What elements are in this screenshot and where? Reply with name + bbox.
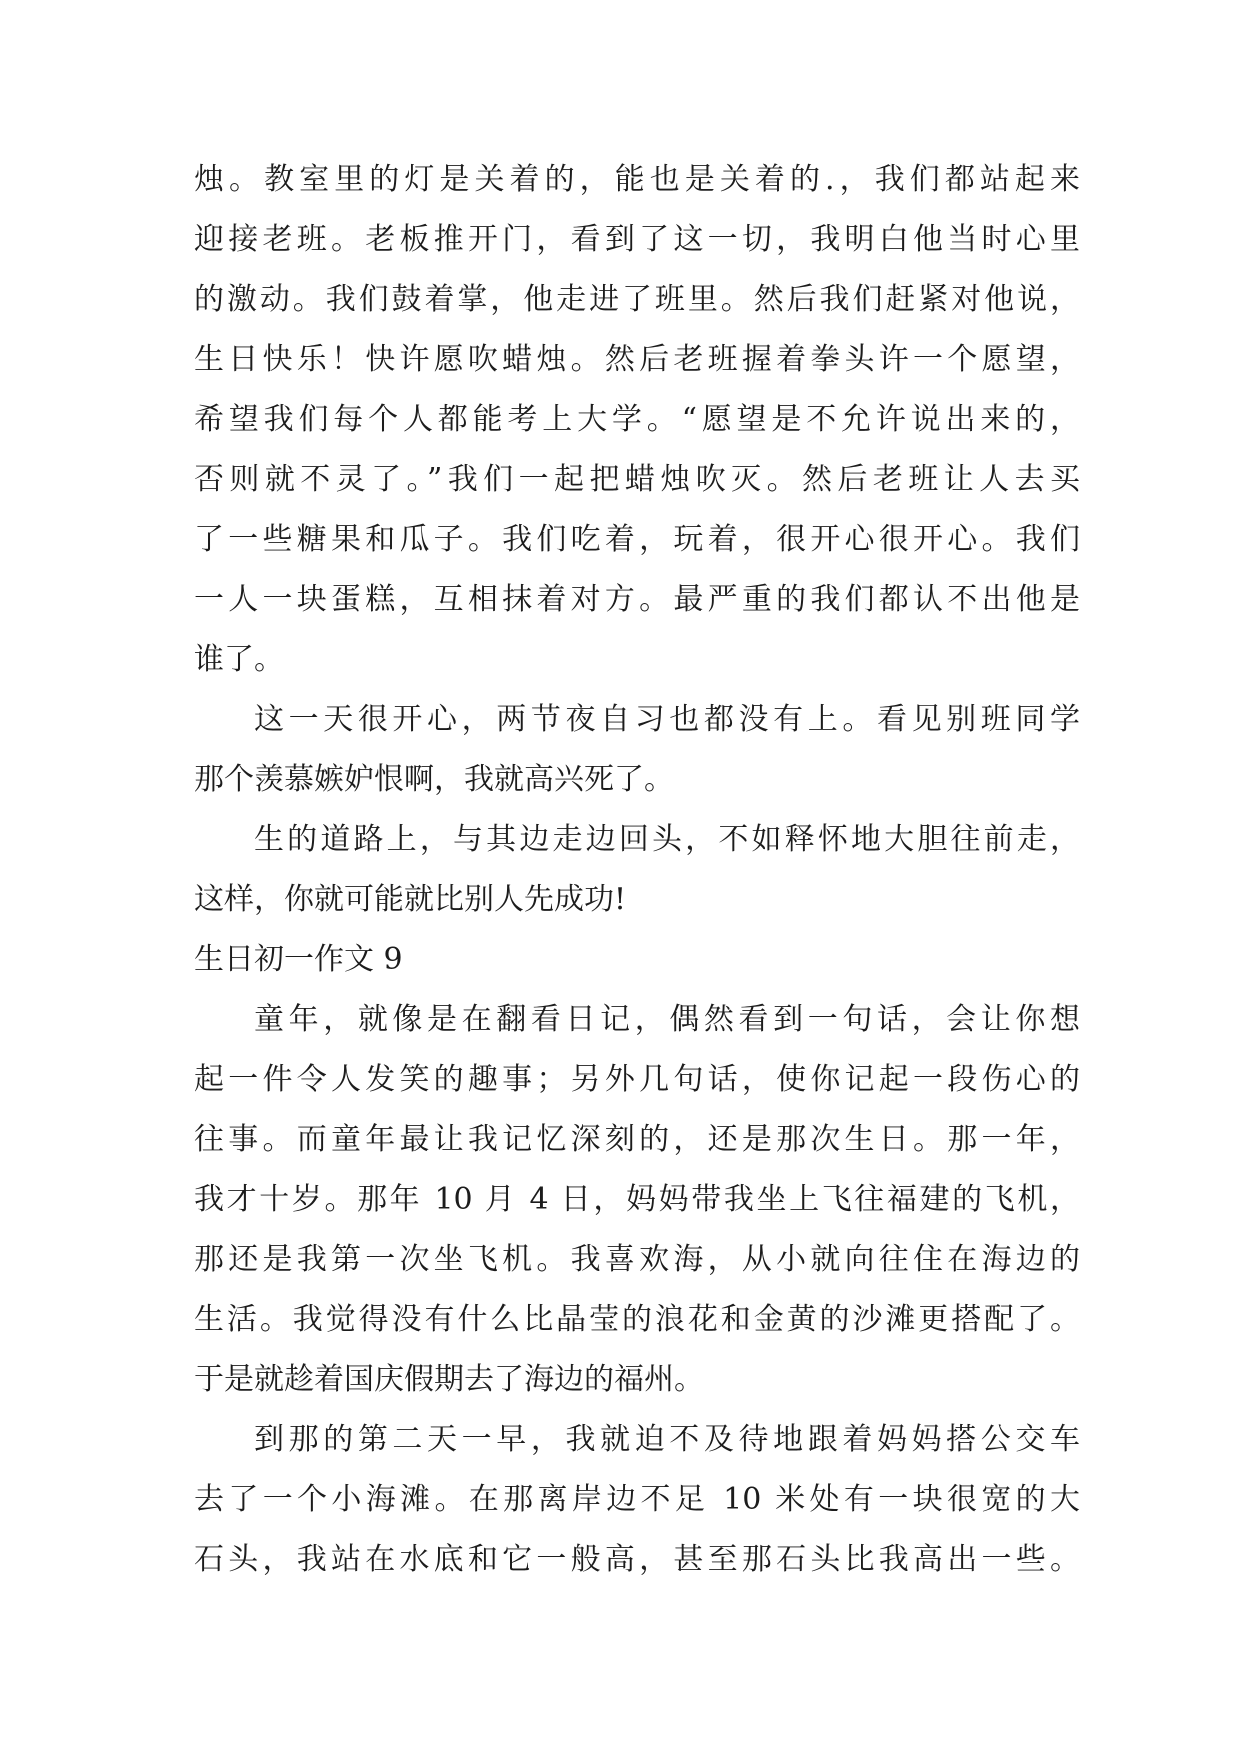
text-line: 于是就趁着国庆假期去了海边的福州。 [194, 1362, 704, 1397]
text-line: 一人一块蛋糕，互相抹着对方。最严重的我们都认不出他是 [194, 582, 1080, 617]
paragraph [194, 990, 1080, 1410]
paragraph [194, 810, 1080, 930]
text-line: 童年，就像是在翻看日记，偶然看到一句话，会让你想 [254, 1002, 1080, 1037]
text-line: 石头，我站在水底和它一般高，甚至那石头比我高出一些。 [194, 1542, 1080, 1577]
text-line: 迎接老班。老板推开门，看到了这一切，我明白他当时心里 [194, 222, 1080, 257]
text-line: 这一天很开心，两节夜自习也都没有上。看见别班同学 [254, 702, 1080, 737]
text-line: 生活。我觉得没有什么比晶莹的浪花和金黄的沙滩更搭配了。 [194, 1302, 1080, 1337]
heading-text: 生日初一作文 9 [194, 942, 403, 977]
text-line: 这样，你就可能就比别人先成功! [194, 882, 627, 917]
text-line: 希望我们每个人都能考上大学。“愿望是不允许说出来的， [194, 402, 1080, 437]
paragraph-continues-next-page [194, 1410, 1080, 1590]
section-heading [194, 930, 1080, 990]
text-line: 了一些糖果和瓜子。我们吃着，玩着，很开心很开心。我们 [194, 522, 1080, 557]
text-line: 去了一个小海滩。在那离岸边不足 10 米处有一块很宽的大 [194, 1482, 1080, 1517]
text-line: 那个羡慕嫉妒恨啊，我就高兴死了。 [194, 762, 674, 797]
text-line: 谁了。 [194, 642, 284, 677]
text-line: 到那的第二天一早，我就迫不及待地跟着妈妈搭公交车 [254, 1422, 1080, 1457]
document-body [194, 150, 1080, 1590]
text-line: 我才十岁。那年 10 月 4 日，妈妈带我坐上飞往福建的飞机， [194, 1182, 1080, 1217]
text-line: 生日快乐！快许愿吹蜡烛。然后老班握着拳头许一个愿望， [194, 342, 1080, 377]
text-line: 烛。教室里的灯是关着的，能也是关着的.，我们都站起来 [194, 162, 1080, 197]
text-line: 否则就不灵了。”我们一起把蜡烛吹灭。然后老班让人去买 [194, 462, 1080, 497]
text-line: 生的道路上，与其边走边回头，不如释怀地大胆往前走， [254, 822, 1080, 857]
text-line: 起一件令人发笑的趣事；另外几句话，使你记起一段伤心的 [194, 1062, 1080, 1097]
text-line: 的激动。我们鼓着掌，他走进了班里。然后我们赶紧对他说， [194, 282, 1080, 317]
text-line: 那还是我第一次坐飞机。我喜欢海，从小就向往住在海边的 [194, 1242, 1080, 1277]
paragraph-continued-from-previous-page [194, 150, 1080, 690]
text-line: 往事。而童年最让我记忆深刻的，还是那次生日。那一年， [194, 1122, 1080, 1157]
paragraph [194, 690, 1080, 810]
